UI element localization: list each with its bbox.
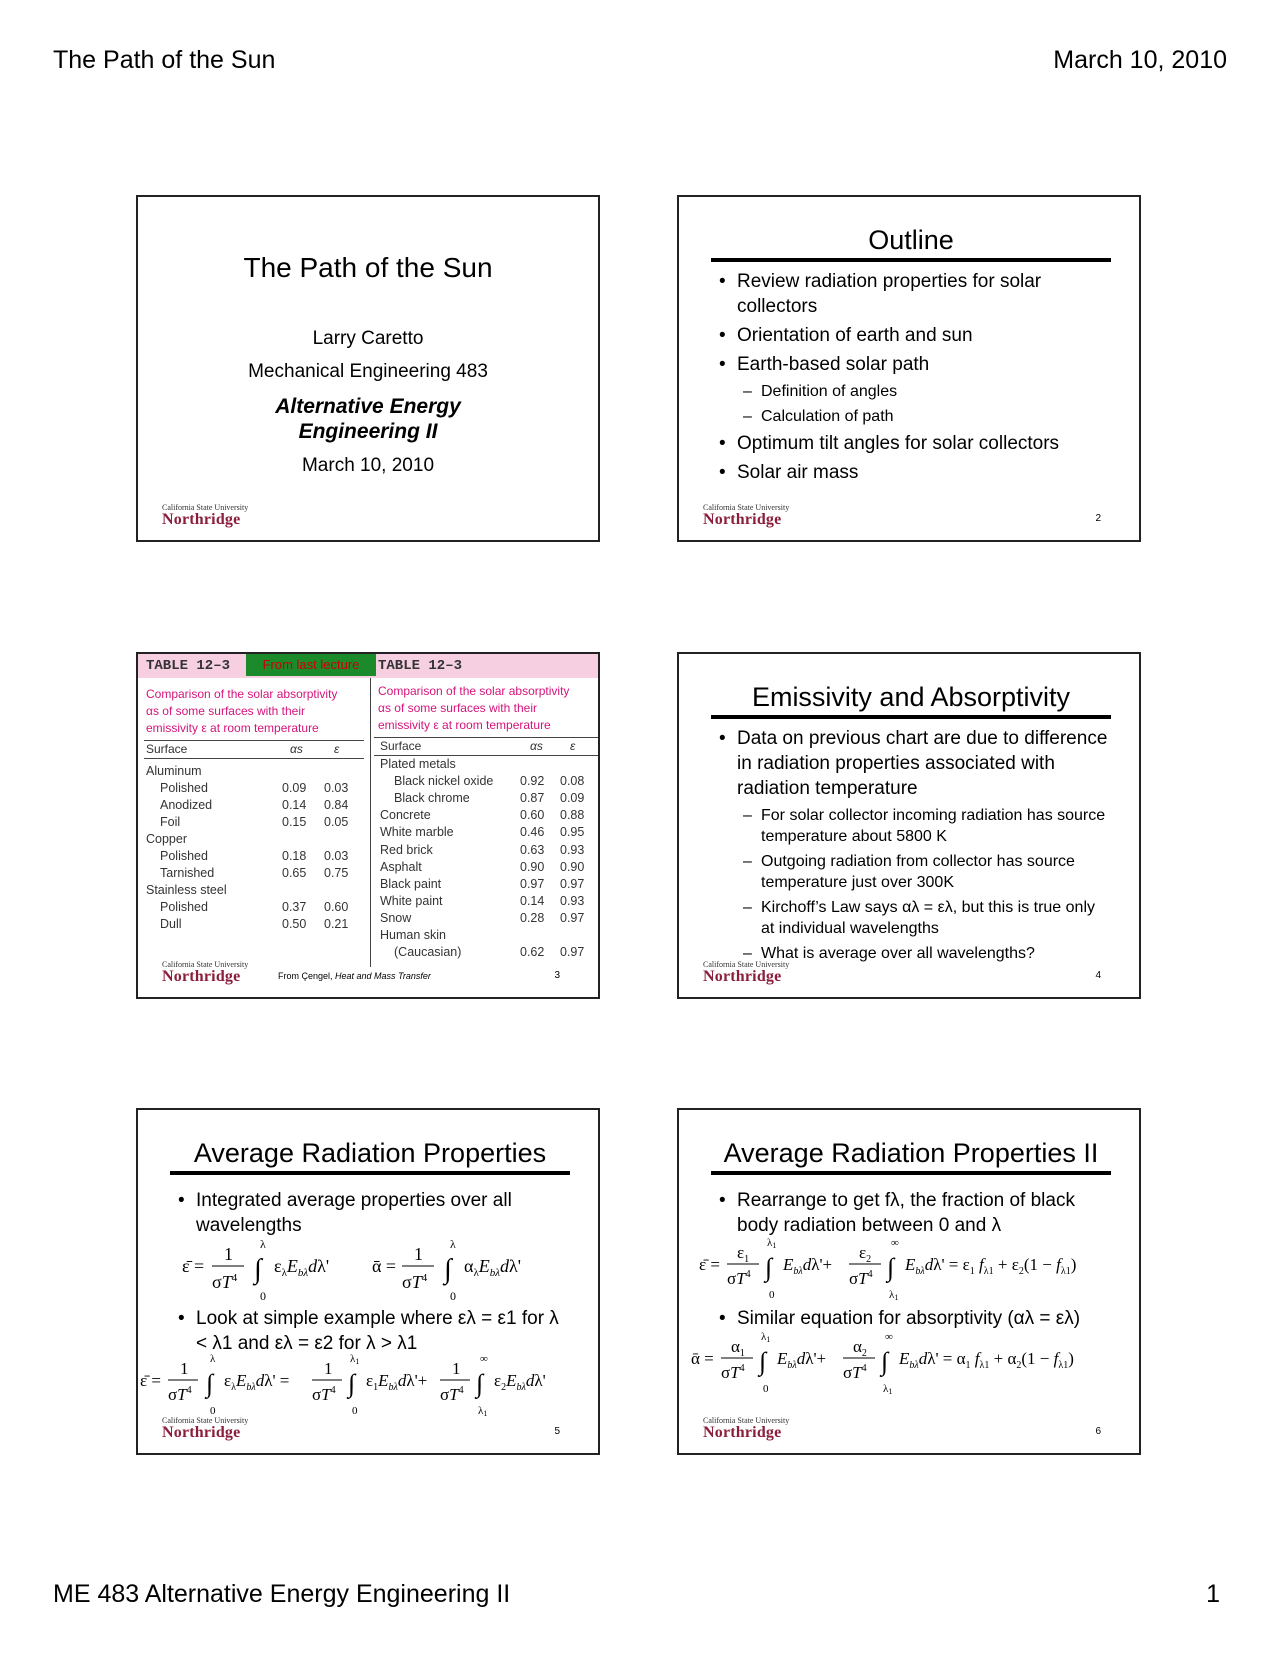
svg-text:ελEbλdλ': $\varepsilon_\lambda E_{b\lambda}d\lambda'$ [274,1256,330,1279]
svg-text:σT4: $\sigma T^4$ [843,1363,867,1382]
absorptivity-value: 0.50 [282,917,307,931]
svg-text:σT4: $\sigma T^4$ [312,1385,336,1404]
surface-name: Stainless steel [146,883,227,897]
csun-logo [703,504,789,528]
table-rule [144,740,364,741]
column-header-alpha: αs [290,742,303,756]
column-header-surface: Surface [146,742,188,756]
svg-text:λ1: λ1 [883,1383,893,1396]
emissivity-value: 0.03 [324,781,349,795]
svg-text:ε2Ebλdλ': $\varepsilon_2E_{b\lambda}d\lambda'$ [494,1371,546,1393]
logo-big-text: Northridge [703,968,782,985]
svg-text:α1: $\alpha_1$ [731,1337,745,1359]
table-row [138,894,598,911]
table-row [138,860,598,877]
content-list [717,726,1111,968]
logo-big-text: Northridge [703,1424,782,1441]
table-row [138,757,598,774]
svg-text:0: 0 [450,1289,456,1302]
course-subtitle [138,394,598,444]
absorptivity-value: 0.09 [282,781,307,795]
svg-text:0: 0 [769,1289,775,1301]
page-number: 1 [1206,1580,1220,1608]
svg-text:Ebλdλ'+: $E_{b\lambda}d\lambda'+$ [777,1349,827,1371]
absorptivity-value: 0.37 [282,900,307,914]
absorptivity-value: 0.14 [282,798,307,812]
surface-name: Polished [160,900,208,914]
svg-text:ᾱ =: ᾱ = [372,1256,397,1276]
svg-text:∫: ∫ [759,1347,767,1376]
absorptivity-value: 0.90 [520,859,545,874]
svg-text:ᾱ =: ᾱ = [691,1349,714,1368]
page-footer-course: ME 483 Alternative Energy Engineering II [53,1580,511,1608]
absorptivity-value: 0.62 [520,945,545,960]
svg-text:α2: $\alpha_2$ [853,1337,867,1359]
emissivity-value: 0.97 [560,910,585,925]
content-list [717,1188,1111,1242]
table-caption [378,683,569,734]
table-caption [146,686,337,737]
absorptivity-value: 0.92 [520,774,545,789]
svg-text:αλEbλdλ': $\alpha_\lambda E_{b\lambda}d\lambda'$ [464,1256,522,1279]
svg-text:∞: ∞ [885,1332,893,1343]
list-item: • Integrated average properties over all wavelengths [176,1188,570,1238]
course-name: Mechanical Engineering 483 [248,361,488,382]
logo-small-text: California State University [703,503,790,512]
svg-text:∫: ∫ [206,1369,214,1398]
surface-name: Copper [146,832,187,846]
list-item: • Earth-based solar path [717,352,1111,377]
emissivity-value: 0.93 [560,842,585,857]
subtitle-line-1: Alternative Energy [275,395,461,418]
logo-small-text: California State University [162,503,249,512]
author: Larry Caretto [312,328,424,349]
table-source [278,971,431,981]
emissivity-value: 0.05 [324,815,349,829]
caption-line: emissivity ε at room temperature [146,721,319,735]
list-subitem: – Kirchoff’s Law says αλ = ελ, but this is true only at individual wavelengths [717,897,1111,939]
surface-name: Anodized [160,798,213,812]
source-title: Heat and Mass Transfer [335,971,431,981]
csun-logo [703,961,789,985]
svg-text:∫: ∫ [881,1347,889,1376]
table-row [138,791,598,808]
list-subitem: – Calculation of path [717,406,1111,427]
svg-text:λ1: λ1 [761,1332,771,1344]
surface-name: Polished [160,849,208,863]
absorptivity-value: 0.18 [282,849,307,863]
logo-small-text: California State University [703,960,790,969]
slide-title: The Path of the Sun [243,252,493,283]
surface-name: Human skin [380,928,446,942]
absorptivity-value: 0.87 [520,791,545,806]
svg-text:ε̄ =: ε̄ = [699,1255,720,1274]
table-row [138,774,598,791]
svg-text:σT4: $\sigma T^4$ [212,1272,238,1292]
emissivity-value: 0.84 [324,798,349,812]
page-header-date: March 10, 2010 [1053,46,1227,74]
surface-name: Black nickel oxide [394,774,494,789]
svg-text:0: 0 [352,1405,358,1417]
table-row [138,911,598,928]
surface-name: Plated metals [380,757,456,771]
slide-2 [677,195,1141,542]
logo-small-text: California State University [703,1416,790,1425]
svg-text:1: 1 [414,1244,423,1264]
list-item: • Optimum tilt angles for solar collectors [717,431,1111,456]
absorptivity-value: 0.63 [520,842,545,857]
absorptivity-value: 0.15 [282,815,307,829]
slide-number: 4 [1095,970,1101,981]
table-row [138,877,598,894]
slide-number: 2 [1095,513,1101,524]
svg-text:1: 1 [452,1359,461,1378]
list-subitem: – Definition of angles [717,381,1111,402]
emissivity-value: 0.97 [560,945,585,960]
list-subitem: – For solar collector incoming radiation has source temperature about 5800 K [717,805,1111,847]
subtitle-line-2: Engineering II [298,420,438,443]
emissivity-value: 0.03 [324,849,349,863]
slide-4 [677,652,1141,999]
list-item: • Solar air mass [717,460,1111,485]
svg-text:λ: λ [260,1238,266,1251]
svg-text:∫: ∫ [348,1369,356,1398]
list-subitem: – Outgoing radiation from collector has source temperature just over 300K [717,851,1111,893]
caption-line: Comparison of the solar absorptivity [146,687,338,701]
slide-6 [677,1108,1141,1455]
absorptivity-value: 0.46 [520,825,545,840]
content-list [176,1306,570,1360]
list-item: • Review radiation properties for solar collectors [717,269,1111,319]
svg-text:1: 1 [180,1359,189,1378]
slide-1 [136,195,600,542]
svg-text:1: 1 [224,1244,233,1264]
csun-logo [162,961,248,985]
logo-small-text: California State University [162,960,249,969]
logo-big-text: Northridge [162,968,241,985]
table-row [138,928,598,945]
slide-number: 3 [554,970,560,981]
csun-logo [162,1417,248,1441]
surface-name: Black chrome [394,791,470,806]
surface-name: Snow [380,910,412,925]
table-row [138,808,598,825]
svg-text:1: 1 [324,1359,333,1378]
surface-name: Red brick [380,842,433,857]
column-header-epsilon: ε [334,742,340,756]
svg-text:∞: ∞ [480,1354,488,1365]
logo-big-text: Northridge [162,511,241,528]
svg-text:ελEbλdλ' =: $\varepsilon_\lambda E_{b\lambda}d\lambda'$ = [224,1371,290,1393]
slide-number: 5 [554,1426,560,1437]
absorptivity-value: 0.65 [282,866,307,880]
table-row [138,843,598,860]
svg-text:Ebλdλ' = ε1 fλ1 + ε2(1 − fλ1): $E_{b\lambda}d\lambda' = \varepsilon_1$ $f_{\lambda 1} + \varepsilon_2(1 - f_{\lambda 1})$ [905,1255,1077,1277]
caption-line: emissivity ε at room temperature [378,718,551,732]
svg-text:0: 0 [260,1289,266,1302]
table-rule [374,737,598,738]
slide-title: Average Radiation Properties [170,1138,570,1175]
svg-text:∫: ∫ [887,1253,895,1282]
average-emissivity-absorptivity-formula [182,1238,562,1302]
table-row [138,825,598,842]
list-subitem: – What is average over all wavelengths? [717,943,1111,964]
svg-text:∫: ∫ [444,1254,452,1285]
slide-title: Outline [711,225,1111,262]
logo-big-text: Northridge [162,1424,241,1441]
two-band-emissivity-formula [140,1354,600,1418]
slide-number: 6 [1095,1426,1101,1437]
absorptivity-value: 0.14 [520,893,545,908]
svg-text:σT4: $\sigma T^4$ [402,1272,428,1292]
svg-text:ε2: $\varepsilon_2$ [859,1243,872,1265]
svg-text:σT4: $\sigma T^4$ [721,1363,745,1382]
svg-text:∞: ∞ [891,1238,899,1249]
emissivity-value: 0.09 [560,791,585,806]
svg-text:∫: ∫ [765,1253,773,1282]
svg-text:σT4: $\sigma T^4$ [168,1385,192,1404]
svg-text:ε1: $\varepsilon_1$ [737,1243,750,1265]
content-list [717,1306,1111,1335]
surface-name: (Caucasian) [394,945,462,960]
svg-text:∫: ∫ [254,1254,262,1285]
svg-text:∫: ∫ [476,1369,484,1398]
surface-name: White paint [380,893,443,908]
svg-text:λ1: λ1 [478,1405,488,1418]
emissivity-value: 0.21 [324,917,349,931]
emissivity-value: 0.90 [560,859,585,874]
csun-logo [162,504,248,528]
fraction-emissivity-formula [699,1238,1129,1302]
list-item: • Data on previous chart are due to difference in radiation properties associated with radiation temperature [717,726,1111,801]
table-rule [374,755,598,756]
csun-logo [703,1417,789,1441]
svg-text:λ1: λ1 [767,1238,777,1250]
source-prefix: From Çengel, [278,971,336,981]
surface-name: Polished [160,781,208,795]
svg-text:σT4: $\sigma T^4$ [440,1385,464,1404]
surface-name: Tarnished [160,866,215,880]
emissivity-value: 0.97 [560,876,585,891]
table-tag: TABLE 12–3 [146,658,231,674]
list-item: • Orientation of earth and sun [717,323,1111,348]
svg-text:σT4: $\sigma T^4$ [849,1269,873,1288]
from-last-lecture-badge: From last lecture [246,654,376,676]
caption-line: αs of some surfaces with their [146,704,305,718]
list-item: • Look at simple example where ελ = ε1 for λ < λ1 and ελ = ε2 for λ > λ1 [176,1306,570,1356]
surface-name: Foil [160,815,181,829]
emissivity-value: 0.88 [560,808,585,823]
surface-name: White marble [380,825,454,840]
svg-text:ε1Ebλdλ'+: $\varepsilon_1E_{b\lambda}d\lambda'+$ [366,1371,428,1393]
surface-name: Concrete [380,808,431,823]
absorptivity-value: 0.97 [520,876,545,891]
slide-5 [136,1108,600,1455]
svg-text:λ: λ [210,1354,216,1365]
page-header-title: The Path of the Sun [53,46,276,74]
outline-list [717,269,1111,489]
surface-name: Dull [160,917,182,931]
column-header-surface: Surface [380,739,422,753]
slide-title: Emissivity and Absorptivity [711,682,1111,719]
absorptivity-value: 0.28 [520,910,545,925]
slide-date: March 10, 2010 [301,455,435,476]
table-tag: TABLE 12–3 [378,658,463,674]
logo-small-text: California State University [162,1416,249,1425]
svg-text:σT4: $\sigma T^4$ [727,1269,751,1288]
fraction-absorptivity-formula [691,1332,1131,1396]
svg-text:0: 0 [210,1405,216,1417]
emissivity-value: 0.08 [560,774,585,789]
content-list [176,1188,570,1242]
svg-text:λ1: λ1 [889,1289,899,1302]
slide-3 [136,652,600,999]
emissivity-value: 0.95 [560,825,585,840]
surface-name: Black paint [380,876,442,891]
list-item: • Rearrange to get fλ, the fraction of black body radiation between 0 and λ [717,1188,1111,1238]
list-item: • Similar equation for absorptivity (αλ = ελ) [717,1306,1111,1331]
logo-big-text: Northridge [703,511,782,528]
surface-name: Aluminum [146,764,202,778]
slide-title: Average Radiation Properties II [711,1138,1111,1175]
svg-text:Ebλdλ'+: $E_{b\lambda}d\lambda'+$ [783,1255,833,1277]
svg-text:ε̄ =: ε̄ = [140,1371,161,1390]
svg-text:λ1: λ1 [350,1354,360,1366]
absorptivity-value: 0.60 [520,808,545,823]
caption-line: αs of some surfaces with their [378,701,537,715]
svg-text:0: 0 [763,1383,769,1395]
svg-text:λ: λ [450,1238,456,1251]
svg-text:Ebλdλ' = α1 fλ1 + α2(1 − fλ1): $E_{b\lambda}d\lambda' = \alpha_1$ $f_{\lambda 1} + \alpha_2(1 - f_{\lambda 1})$ [899,1349,1074,1371]
surface-name: Asphalt [380,859,422,874]
emissivity-value: 0.60 [324,900,349,914]
column-header-epsilon: ε [570,739,576,753]
caption-line: Comparison of the solar absorptivity [378,684,570,698]
svg-text:ε̄ =: ε̄ = [182,1256,205,1276]
emissivity-value: 0.93 [560,893,585,908]
column-header-alpha: αs [530,739,543,753]
emissivity-value: 0.75 [324,866,349,880]
